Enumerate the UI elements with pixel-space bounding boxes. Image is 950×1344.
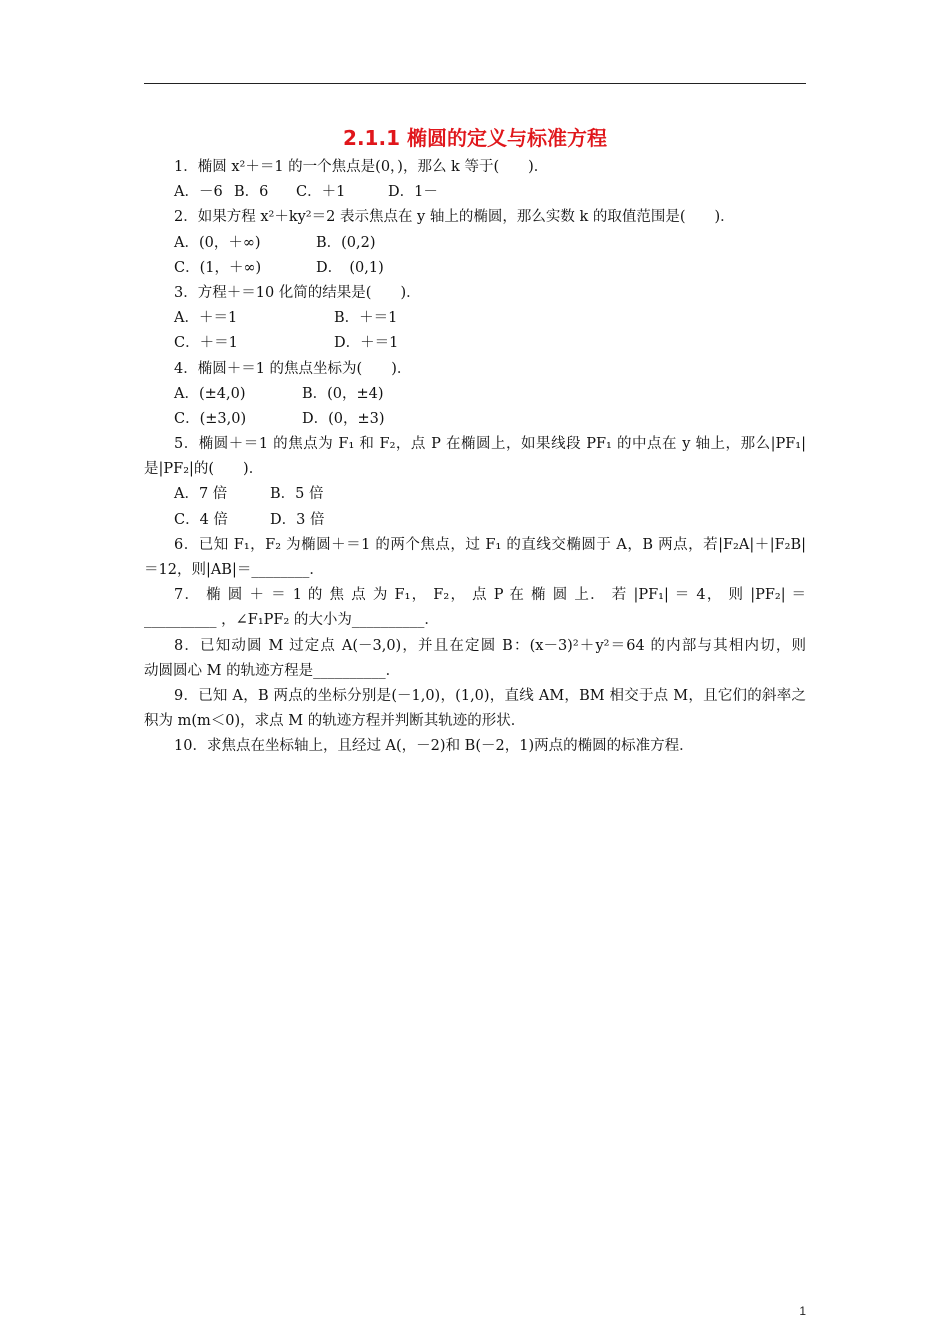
- question-5-line-2: 是|PF₂|的( )．: [144, 461, 264, 478]
- options-q4-row2: [144, 407, 806, 432]
- question-1: 1．椭圆 x²＋＝1 的一个焦点是(0，)，那么 k 等于( )．: [174, 159, 549, 175]
- question-10: 10．求焦点在坐标轴上，且经过 A(，－2)和 B(－2，1)两点的椭圆的标准方程．: [174, 738, 694, 755]
- option-c: C．＋1: [296, 184, 346, 201]
- option-d: D．3 倍: [270, 511, 325, 528]
- options-q2-row1: [144, 231, 806, 256]
- question-list: [144, 155, 806, 760]
- option-b: B．＋＝1: [334, 310, 398, 327]
- options-q3-row2: [144, 331, 806, 356]
- option-c: C．(±3,0): [174, 410, 247, 427]
- question-9-line-2: 积为 m(m＜0)，求点 M 的轨迹方程并判断其轨迹的形状．: [144, 713, 526, 730]
- options-q2-row2: [144, 256, 806, 281]
- question-8-line-2: 动圆圆心 M 的轨迹方程是__________．: [144, 662, 401, 679]
- option-c: C．＋＝1: [174, 335, 238, 352]
- option-b: B．(0，±4): [302, 385, 384, 402]
- question-6-line-2: ＝12，则|AB|＝________．: [144, 562, 324, 578]
- option-b: B．5 倍: [270, 486, 324, 503]
- options-q3-row1: [144, 306, 806, 331]
- question-7-line-1: 7． 椭 圆 ＋ ＝ 1 的 焦 点 为 F₁， F₂， 点 P 在 椭 圆 上． 若 |PF₁| ＝ 4， 则 |PF₂| ＝: [174, 587, 806, 604]
- option-d: D． (0,1): [316, 259, 384, 276]
- page-title: 2.1.1 椭圆的定义与标准方程: [343, 126, 607, 150]
- options-q5-row1: [144, 482, 806, 507]
- option-c: C．(1，＋∞): [174, 259, 262, 276]
- question-8-line-1: 8．已知动圆 M 过定点 A(－3,0)，并且在定圆 B：(x－3)²＋y²＝64 的内部与其相内切，则: [174, 637, 806, 654]
- question-3: 3．方程＋＝10 化简的结果是( )．: [174, 284, 421, 301]
- question-2: 2．如果方程 x²＋ky²＝2 表示焦点在 y 轴上的椭圆，那么实数 k 的取值范围是( )．: [174, 209, 735, 226]
- question-5-line-1: 5．椭圆＋＝1 的焦点为 F₁ 和 F₂，点 P 在椭圆上，如果线段 PF₁ 的中点在 y 轴上，那么|PF₁|: [174, 436, 806, 453]
- option-d: D．1－: [388, 184, 438, 201]
- options-q4-row1: [144, 382, 806, 407]
- question-4: 4．椭圆＋＝1 的焦点坐标为( )．: [174, 360, 412, 377]
- option-a: A．＋＝1: [174, 310, 238, 327]
- option-b: B．6: [234, 184, 269, 201]
- option-a: A．(0，＋∞): [174, 234, 261, 251]
- page-number: 1: [799, 1304, 806, 1318]
- options-q1: [144, 180, 806, 205]
- option-a: A．(±4,0): [174, 385, 246, 402]
- option-c: C．4 倍: [174, 511, 228, 528]
- option-d: D．＋＝1: [334, 335, 399, 352]
- option-b: B．(0,2): [316, 234, 376, 251]
- question-7-line-2: __________ ，∠F₁PF₂ 的大小为__________．: [144, 612, 439, 629]
- option-a: A．7 倍: [174, 486, 228, 503]
- header-rule: [144, 83, 806, 84]
- options-q5-row2: [144, 508, 806, 533]
- question-9-line-1: 9．已知 A，B 两点的坐标分别是(－1,0)，(1,0)，直线 AM，BM 相交于点 M，且它们的斜率之: [174, 687, 806, 704]
- option-a: A．－6: [174, 184, 223, 201]
- question-6-line-1: 6．已知 F₁，F₂ 为椭圆＋＝1 的两个焦点，过 F₁ 的直线交椭圆于 A，B 两点，若|F₂A|＋|F₂B|: [174, 536, 806, 553]
- option-d: D．(0，±3): [302, 410, 385, 427]
